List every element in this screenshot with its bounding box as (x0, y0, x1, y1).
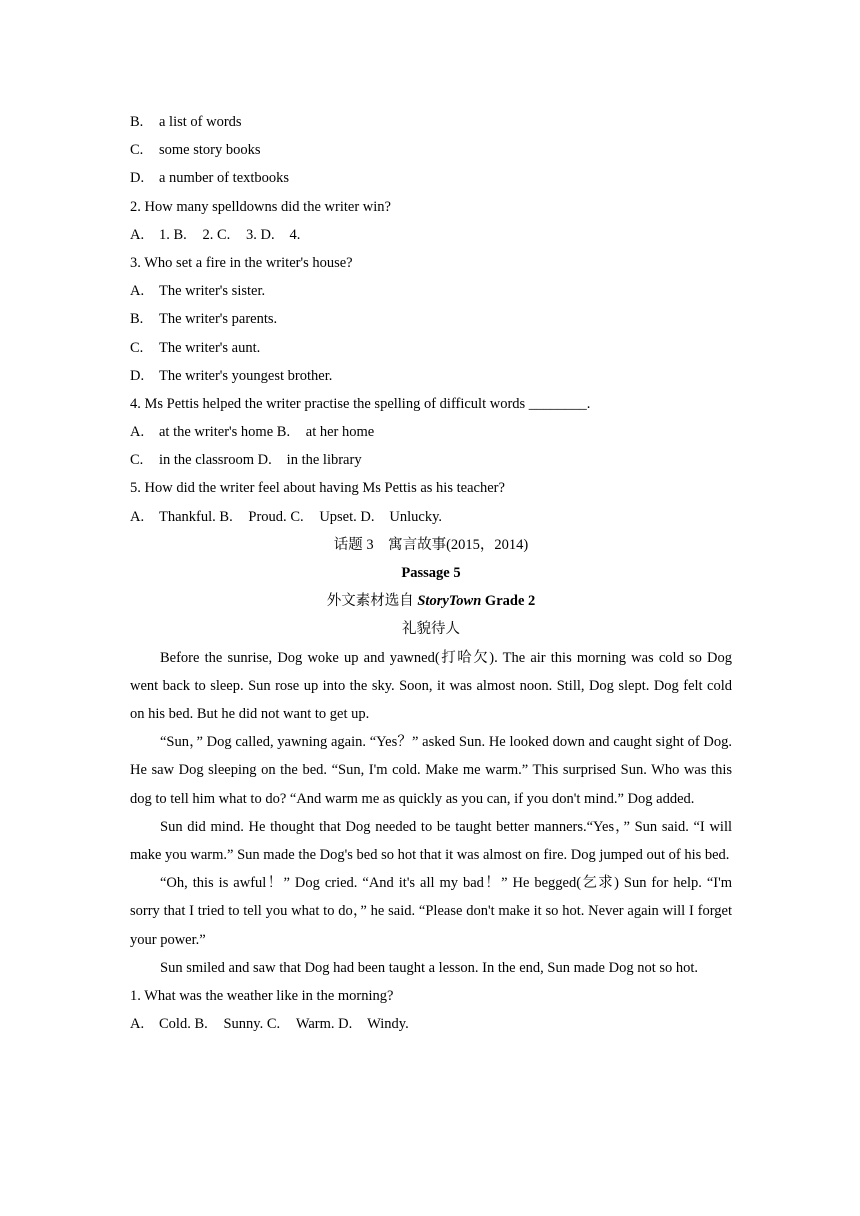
option-letter: B. (194, 1016, 208, 1033)
q3-question: 3. Who set a fire in the writer's house? (130, 254, 353, 271)
q5-question: 5. How did the writer feel about having Ms Pettis as his teacher? (130, 480, 505, 497)
story-q1-question: 1. What was the weather like in the morning? (130, 988, 394, 1004)
option-letter: C. (217, 226, 231, 243)
source-book: StoryTown (417, 593, 482, 610)
option-text: in the library (286, 452, 362, 469)
option-letter: A. (130, 508, 145, 525)
q2-option-a (130, 227, 170, 243)
q2-question: 2. How many spelldowns did the writer win? (130, 198, 391, 215)
option-letter: B. (276, 424, 291, 441)
option-text: in the classroom (159, 452, 255, 469)
source-suffix: Grade 2 (481, 593, 536, 610)
q3-option-b (130, 305, 732, 333)
q1-option-d (130, 164, 732, 192)
story-paragraph-5: Sun smiled and saw that Dog had been taught a lesson. In the end, Sun made Dog not so hot. (160, 959, 699, 976)
option-letter: A. (130, 424, 145, 441)
story-q1-option-c (267, 1016, 335, 1032)
q1-option-c (130, 136, 732, 164)
option-text: some story books (159, 142, 261, 159)
q2-option-d (261, 227, 301, 243)
option-letter: B. (173, 226, 187, 243)
option-text: at her home (305, 424, 375, 441)
option-letter: D. (130, 367, 145, 384)
option-text: Unlucky. (389, 508, 443, 525)
option-text: 3. (246, 226, 257, 243)
option-text: at the writer's home (159, 424, 274, 441)
option-letter: A. (130, 226, 145, 243)
option-text: The writer's youngest brother. (159, 367, 333, 384)
option-letter: C. (290, 508, 304, 525)
q5-options-row (130, 503, 732, 531)
q4-options-row-2 (130, 446, 732, 474)
option-text: The writer's parents. (159, 311, 278, 328)
q4-option-b (277, 424, 374, 440)
option-letter: D. (360, 508, 375, 525)
story-q1-options-row (130, 1010, 732, 1038)
q4-option-d (258, 452, 362, 468)
story-paragraph-1: Before the sunrise, Dog woke up and yawned(打哈欠). The air this morning was cold so Dog went back to sleep. Sun rose up into the sky. Soon, it was almost noon. Still, Dog slept. Dog felt cold on his bed. But he did not want to get up. (130, 649, 732, 722)
option-text: Warm. (295, 1016, 335, 1033)
q5-option-b (219, 509, 286, 525)
option-text: The writer's sister. (159, 283, 266, 300)
option-letter: D. (130, 170, 145, 187)
option-text: Thankful. (159, 508, 216, 525)
option-text: a list of words (159, 114, 242, 130)
option-text: a number of textbooks (159, 170, 290, 187)
source-line (130, 587, 732, 615)
option-letter: A. (130, 283, 145, 300)
option-letter: A. (130, 1016, 145, 1033)
q3-option-a (130, 277, 732, 305)
q5-option-c (290, 509, 356, 525)
option-letter: B. (219, 508, 233, 525)
option-letter: D. (338, 1016, 353, 1033)
option-letter: D. (257, 452, 272, 469)
q2-option-b (174, 227, 214, 243)
option-text: Proud. (248, 508, 287, 525)
option-letter: C. (130, 142, 144, 159)
q5-option-a (130, 509, 216, 525)
story-title: 礼貌待人 (402, 621, 460, 638)
option-letter: C. (130, 452, 144, 469)
option-letter: B. (130, 114, 144, 130)
option-letter: C. (130, 339, 144, 356)
story-q1-option-b (194, 1016, 263, 1032)
option-text: Sunny. (223, 1016, 264, 1033)
option-letter: B. (130, 311, 144, 328)
q4-options-row-1 (130, 418, 732, 446)
option-letter: C. (266, 1016, 281, 1033)
story-paragraph-3: Sun did mind. He thought that Dog needed to be taught better manners.“Yes，” Sun said. “I will make you warm.” Sun made the Dog's bed so hot that it was almost on fire. Dog jumped out of his bed. (130, 818, 732, 863)
q3-option-c (130, 334, 732, 362)
story-q1-option-d (338, 1016, 409, 1032)
q3-option-d (130, 362, 732, 390)
document-content (130, 108, 732, 1038)
q2-option-c (217, 227, 257, 243)
option-letter: D. (260, 226, 275, 243)
q4-question: 4. Ms Pettis helped the writer practise the spelling of difficult words ________. (130, 395, 591, 412)
option-text: 4. (289, 226, 301, 243)
story-q1-option-a (130, 1016, 191, 1032)
option-text: 2. (202, 226, 214, 243)
q4-option-a (130, 424, 273, 440)
option-text: 1. (159, 226, 170, 243)
story-paragraph-2: “Sun，” Dog called, yawning again. “Yes？” asked Sun. He looked down and caught sight of Dog. He saw Dog sleeping on the bed. “Sun, I'm cold. Make me warm.” This surprised Sun. Who was this dog to tell him what to do? “And warm me as quickly as you can, if you don't mind.” Dog added. (130, 734, 732, 807)
q4-option-c (130, 452, 254, 468)
q5-option-d (360, 509, 442, 525)
option-text: Windy. (367, 1016, 409, 1033)
option-text: Upset. (319, 508, 357, 525)
q1-option-b (130, 108, 732, 136)
story-paragraph-4: “Oh, this is awful！” Dog cried. “And it's all my bad！” He begged(乞求) Sun for help. “I'm sorry that I tried to tell you what to do，” he said. “Please don't make it so hot. Never again will I forget your power.” (130, 875, 732, 948)
q2-options-row (130, 221, 732, 249)
topic-heading: 话题 3 寓言故事(2015，2014) (333, 536, 529, 553)
option-text: The writer's aunt. (159, 339, 261, 356)
source-prefix: 外文素材选自 (326, 593, 418, 610)
option-text: Cold. (159, 1016, 191, 1033)
passage-title: Passage 5 (401, 565, 461, 581)
